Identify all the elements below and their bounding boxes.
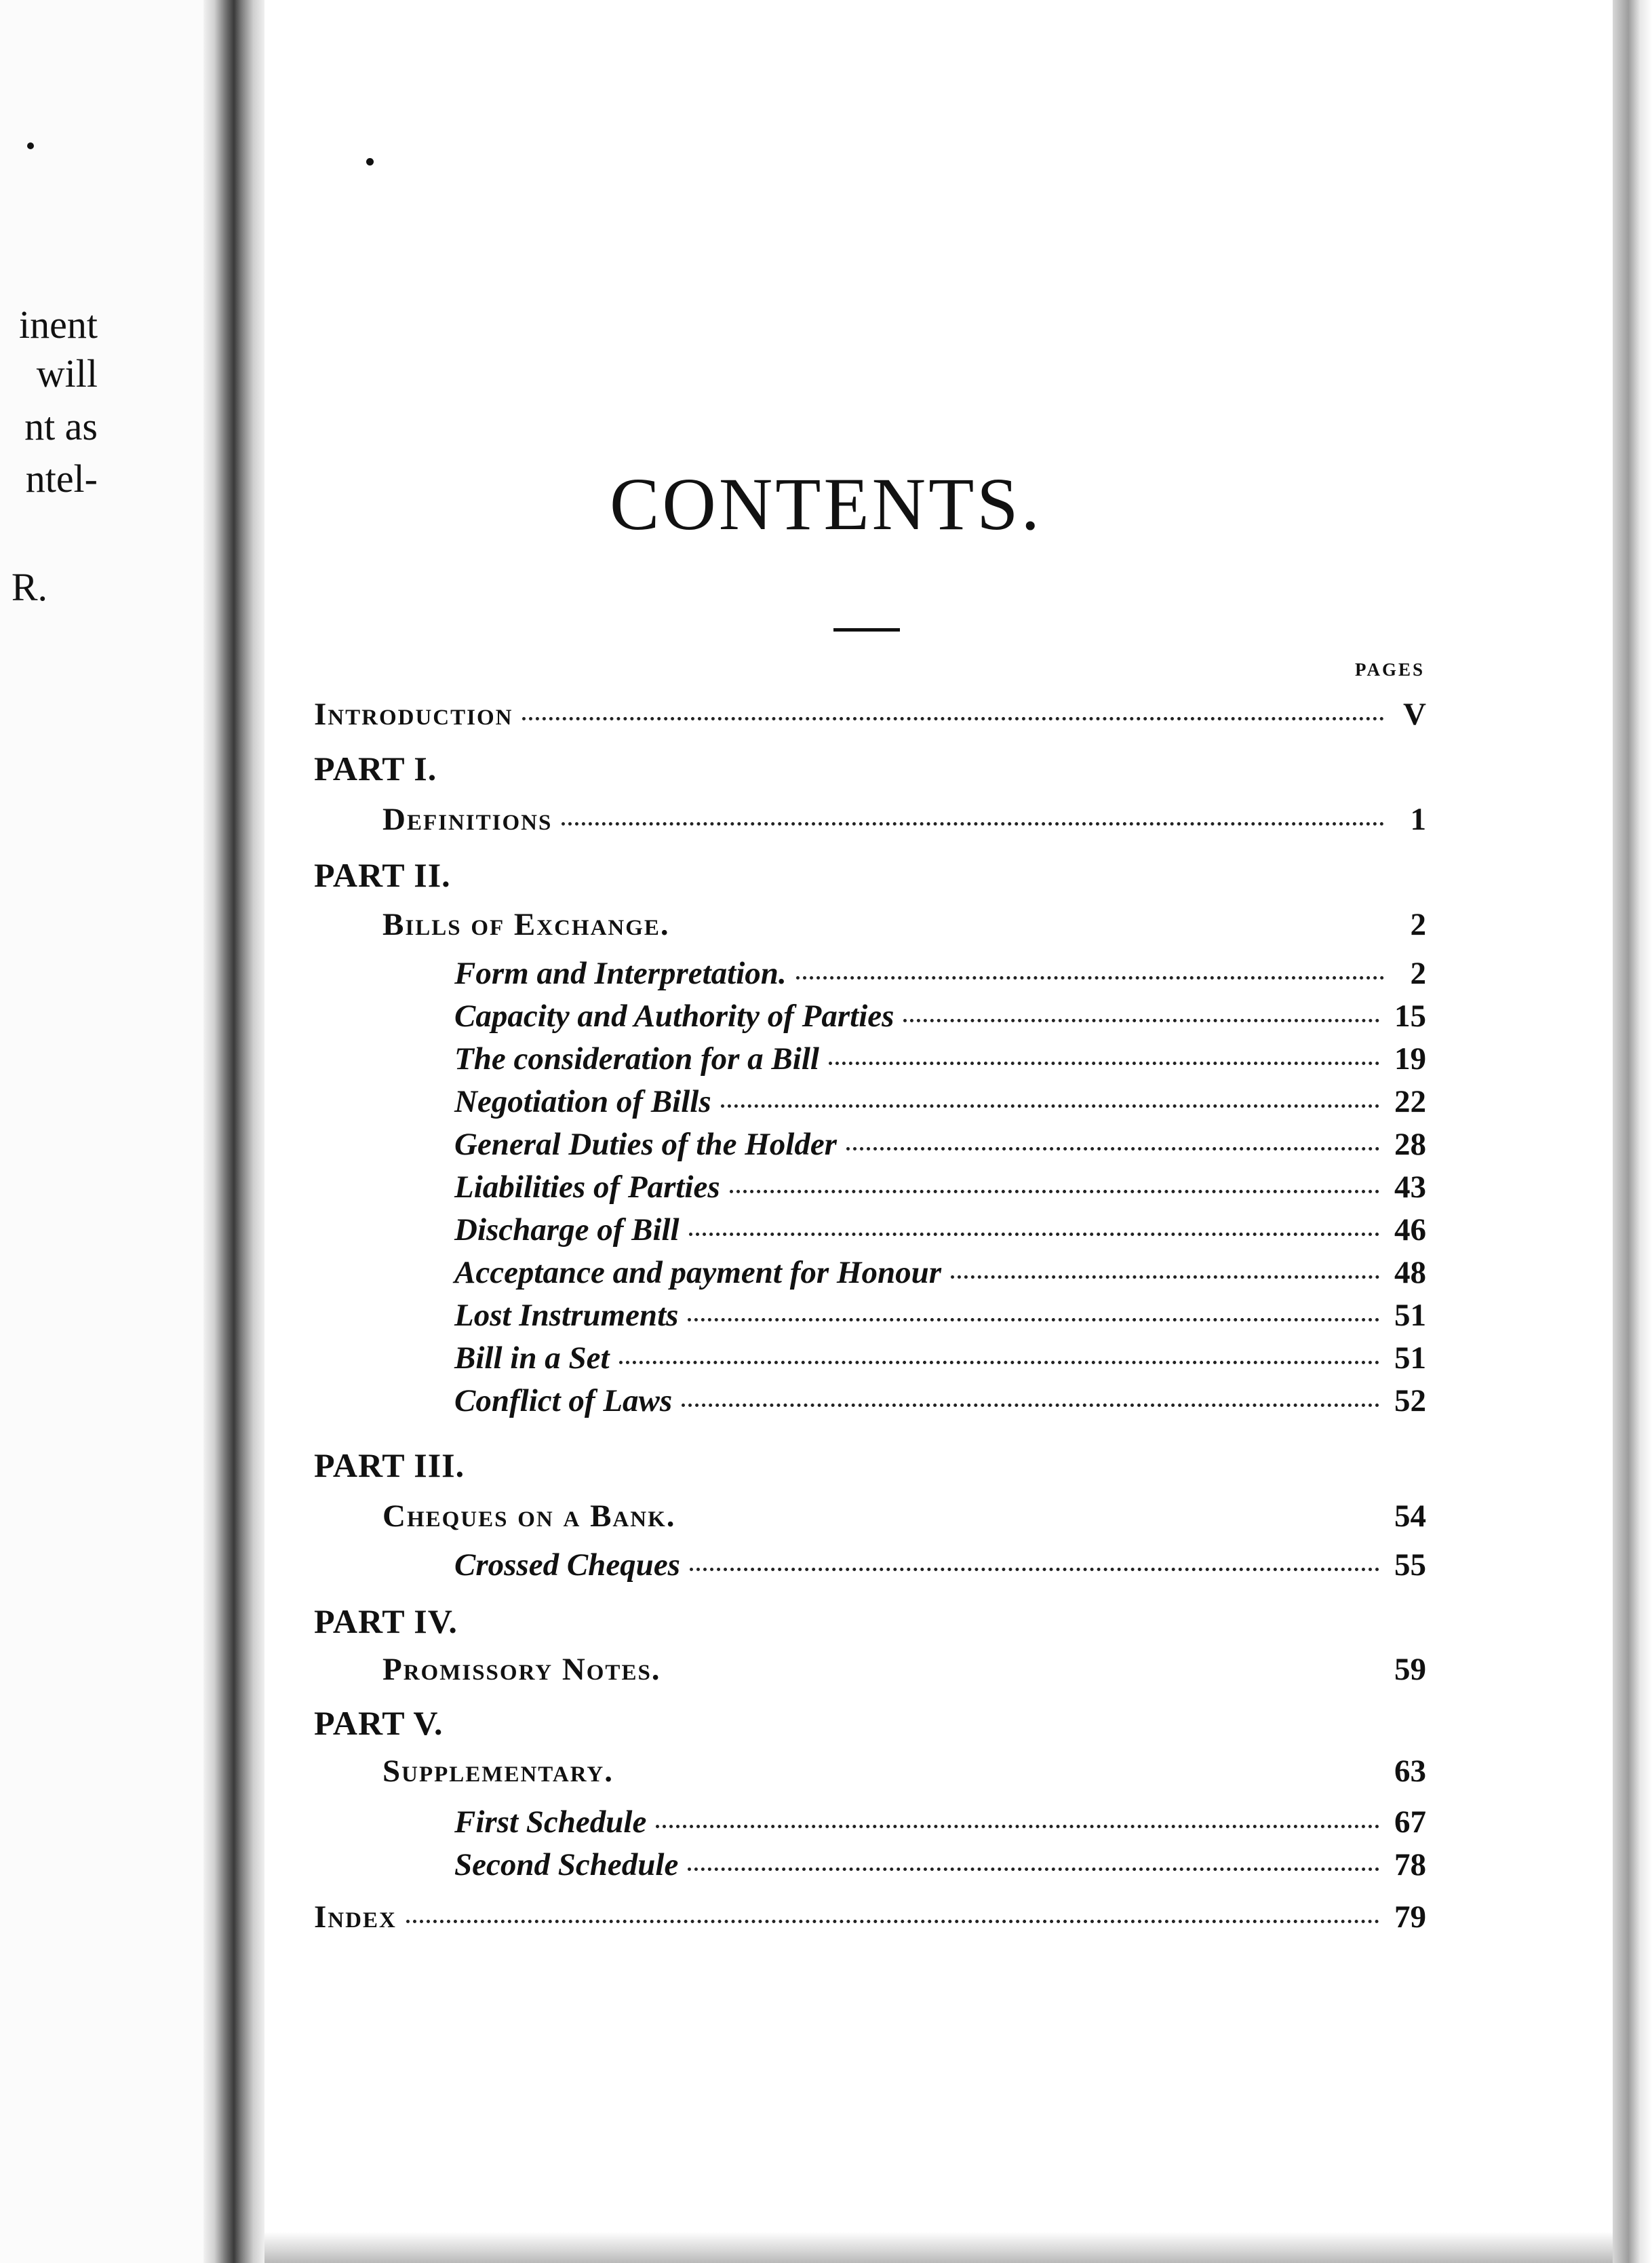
facing-page-fragment: will [36, 351, 98, 395]
toc-subentry [454, 1806, 1426, 1838]
toc-entry-page: 59 [1394, 1652, 1426, 1687]
dot-leader [951, 1275, 1379, 1279]
facing-page-fragment: nt as [24, 404, 98, 448]
page-edge [1613, 0, 1652, 2263]
toc-entry-page: 67 [1394, 1804, 1426, 1840]
toc-entry-index [314, 1901, 1426, 1933]
dot-leader [730, 1190, 1379, 1193]
pages-column-header: PAGES [1354, 659, 1425, 680]
toc-subentry [454, 958, 1426, 990]
toc-subentry [454, 1169, 1426, 1205]
toc-entry-bills-of-exchange [382, 909, 1426, 941]
part-heading: PART II. [314, 856, 451, 894]
part-heading: PART I. [314, 750, 437, 788]
toc-entry-label: Acceptance and payment for Honour [454, 1255, 942, 1290]
toc-entry-page: 1 [1410, 802, 1426, 837]
dot-leader [690, 1568, 1379, 1571]
dot-leader [688, 1318, 1379, 1321]
toc-entry-label: Crossed Cheques [454, 1547, 680, 1583]
toc-subentry [454, 1385, 1426, 1417]
toc-entry-label: Capacity and Authority of Parties [454, 999, 894, 1034]
dot-leader [829, 1062, 1379, 1065]
toc-entry-label: Negotiation of Bills [454, 1084, 711, 1119]
toc-entry-label: First Schedule [454, 1804, 647, 1840]
facing-page [0, 0, 203, 2263]
toc-entry-page: 78 [1394, 1847, 1426, 1882]
toc-entry-introduction [314, 699, 1426, 731]
facing-page-fragment: inent [19, 303, 98, 347]
toc-entry-label: Lost Instruments [454, 1298, 679, 1333]
toc-entry-label: Introduction [314, 697, 513, 732]
toc-entry-page: 28 [1394, 1127, 1426, 1162]
dot-leader [619, 1361, 1379, 1364]
toc-subentry [454, 1214, 1426, 1246]
toc-entry-label: Second Schedule [454, 1847, 679, 1882]
toc-entry-supplementary [382, 1756, 1426, 1787]
toc-entry-label: Definitions [382, 802, 553, 837]
dot-leader [903, 1019, 1379, 1022]
toc-entry-label: Index [314, 1899, 397, 1935]
page-title: CONTENTS. [610, 463, 1042, 545]
toc-entry-page: 48 [1394, 1255, 1426, 1290]
part-heading: PART V. [314, 1704, 444, 1742]
toc-subentry [454, 1549, 1426, 1581]
toc-entry-label: Promissory Notes. [382, 1652, 661, 1687]
toc-entry-label: The consideration for a Bill [454, 1041, 819, 1077]
toc-subentry [454, 1342, 1426, 1374]
toc-entry-label: Cheques on a Bank. [382, 1498, 676, 1534]
toc-entry-label: Liabilities of Parties [454, 1169, 720, 1205]
toc-entry-page: 55 [1394, 1547, 1426, 1583]
toc-entry-label: General Duties of the Holder [454, 1127, 837, 1162]
toc-entry-page: 79 [1394, 1899, 1426, 1935]
toc-entry-page: 51 [1394, 1340, 1426, 1376]
toc-entry-label: Form and Interpretation. [454, 956, 787, 991]
dot-leader [796, 976, 1384, 980]
dot-leader [689, 1233, 1379, 1236]
toc-entry-promissory-notes [382, 1654, 1426, 1686]
toc-subentry [454, 1129, 1426, 1161]
page-bottom-edge [264, 2232, 1613, 2263]
dot-leader [721, 1104, 1379, 1108]
toc-entry-page: 2 [1410, 907, 1426, 942]
toc-entry-page: 15 [1394, 999, 1426, 1034]
toc-entry-page: 52 [1394, 1383, 1426, 1418]
toc-entry-label: Bill in a Set [454, 1340, 610, 1376]
dot-leader [562, 822, 1384, 826]
toc-entry-page: 2 [1410, 956, 1426, 991]
part-heading: PART III. [314, 1446, 465, 1484]
dot-leader [522, 717, 1384, 720]
toc-entry-label: Supplementary. [382, 1754, 614, 1789]
toc-subentry [454, 1043, 1426, 1075]
toc-entry-cheques [382, 1498, 1426, 1534]
toc-entry-definitions [382, 804, 1426, 836]
dot-leader [656, 1825, 1379, 1828]
toc-subentry [454, 1849, 1426, 1881]
toc-entry-page: 63 [1394, 1754, 1426, 1789]
toc-entry-page: 43 [1394, 1169, 1426, 1205]
toc-entry-page: V [1403, 697, 1426, 732]
left-page-dot [27, 142, 34, 149]
dot-leader [682, 1404, 1379, 1407]
toc-entry-label: Discharge of Bill [454, 1212, 680, 1247]
toc-entry-label: Bills of Exchange. [382, 907, 670, 942]
facing-page-fragment: ntel- [25, 457, 98, 501]
title-rule [833, 628, 900, 632]
toc-subentry [454, 1001, 1426, 1032]
page-dot [366, 158, 374, 166]
facing-page-fragment: R. [11, 565, 47, 609]
book-gutter [203, 0, 264, 2263]
toc-subentry [454, 1086, 1426, 1118]
toc-entry-page: 19 [1394, 1041, 1426, 1077]
toc-entry-page: 54 [1394, 1498, 1426, 1534]
toc-entry-label: Conflict of Laws [454, 1383, 673, 1418]
toc-subentry [454, 1257, 1426, 1289]
toc-entry-page: 46 [1394, 1212, 1426, 1247]
toc-entry-page: 22 [1394, 1084, 1426, 1119]
toc-subentry [454, 1300, 1426, 1332]
dot-leader [846, 1147, 1379, 1150]
dot-leader [688, 1868, 1379, 1871]
part-heading: PART IV. [314, 1602, 458, 1640]
toc-entry-page: 51 [1394, 1298, 1426, 1333]
dot-leader [406, 1920, 1379, 1923]
